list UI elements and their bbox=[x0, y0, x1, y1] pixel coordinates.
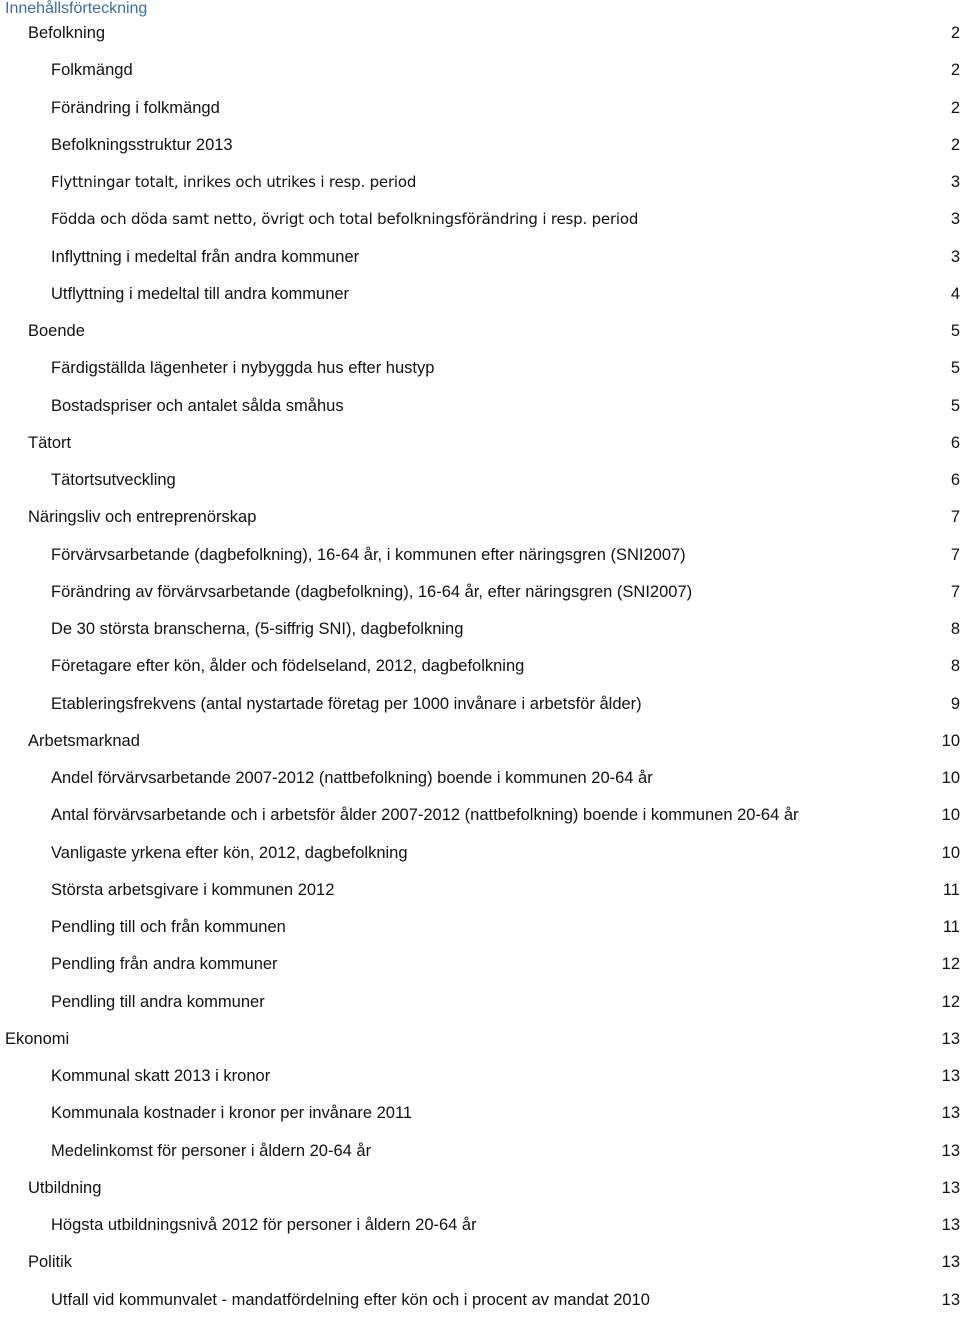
toc-entry-page-number: 10 bbox=[941, 769, 960, 787]
toc-entry-label[interactable]: Medelinkomst för personer i åldern 20-64 år bbox=[51, 1141, 372, 1160]
toc-entry-page-number: 13 bbox=[941, 1029, 960, 1048]
toc-section-entry[interactable] bbox=[0, 1169, 960, 1206]
toc-subentry[interactable] bbox=[0, 163, 960, 200]
toc-entry-page-number: 13 bbox=[941, 1067, 960, 1085]
toc-entry-label[interactable]: Förvärvsarbetande (dagbefolkning), 16-64 år, i kommunen efter näringsgren (SNI2007) bbox=[51, 545, 686, 564]
toc-entry-page-number: 13 bbox=[941, 1290, 960, 1309]
toc-subentry[interactable] bbox=[0, 238, 960, 275]
toc-entry-page-number: 5 bbox=[950, 396, 960, 415]
toc-entry-page-number: 5 bbox=[950, 322, 960, 340]
toc-subentry[interactable] bbox=[0, 945, 960, 982]
toc-entry-page-number: 5 bbox=[950, 359, 960, 378]
toc-entry-label[interactable]: Förändring i folkmängd bbox=[51, 98, 220, 117]
toc-entry-page-number: 4 bbox=[950, 284, 960, 303]
toc-entry-page-number: 10 bbox=[941, 731, 960, 750]
toc-subentry[interactable] bbox=[0, 200, 960, 237]
toc-entry-page-number: 2 bbox=[950, 98, 960, 117]
toc-entry-label[interactable]: Andel förvärvsarbetande 2007-2012 (nattbefolkning) boende i kommunen 20-64 år bbox=[51, 769, 653, 787]
toc-entry-page-number: 7 bbox=[950, 582, 960, 601]
toc-entry-page-number: 10 bbox=[941, 843, 960, 862]
toc-subentry[interactable] bbox=[0, 834, 960, 871]
toc-entry-page-number: 2 bbox=[950, 135, 960, 154]
toc-subentry[interactable] bbox=[0, 1057, 960, 1094]
toc-entry-label[interactable]: Utflyttning i medeltal till andra kommuner bbox=[51, 284, 350, 303]
toc-entry-page-number: 3 bbox=[950, 173, 960, 191]
toc-subentry[interactable] bbox=[0, 1132, 960, 1169]
toc-section-entry[interactable] bbox=[0, 312, 960, 349]
toc-subentry[interactable] bbox=[0, 871, 960, 908]
toc-entry-page-number: 13 bbox=[941, 1141, 960, 1160]
toc-subentry[interactable] bbox=[0, 536, 960, 573]
toc-entry-page-number: 13 bbox=[941, 1104, 960, 1123]
toc-entry-label[interactable]: Företagare efter kön, ålder och födelseland, 2012, dagbefolkning bbox=[51, 657, 525, 676]
toc-entry-label[interactable]: De 30 största branscherna, (5-siffrig SNI), dagbefolkning bbox=[51, 620, 464, 638]
toc-entry-page-number: 7 bbox=[950, 545, 960, 564]
toc-entry-label[interactable]: Tätortsutveckling bbox=[51, 471, 176, 489]
toc-entry-label[interactable]: Flyttningar totalt, inrikes och utrikes i resp. period bbox=[51, 173, 417, 191]
toc-entry-page-number: 8 bbox=[950, 620, 960, 638]
toc-subentry[interactable] bbox=[0, 610, 960, 647]
toc-entry-label[interactable]: Tätort bbox=[28, 433, 72, 452]
toc-subentry[interactable] bbox=[0, 573, 960, 610]
toc-entry-page-number: 7 bbox=[950, 508, 960, 527]
toc-subentry[interactable] bbox=[0, 796, 960, 833]
toc-entry-page-number: 2 bbox=[950, 24, 960, 42]
toc-entry-page-number: 10 bbox=[941, 806, 960, 825]
toc-section-entry[interactable] bbox=[0, 1020, 960, 1057]
toc-section-entry[interactable] bbox=[0, 1243, 960, 1280]
toc-entry-label[interactable]: Bostadspriser och antalet sålda småhus bbox=[51, 396, 344, 415]
toc-entry-label[interactable]: Pendling till andra kommuner bbox=[51, 992, 265, 1011]
toc-entry-label[interactable]: Arbetsmarknad bbox=[28, 731, 140, 750]
toc-entry-label[interactable]: Etableringsfrekvens (antal nystartade företag per 1000 invånare i arbetsför ålder) bbox=[51, 694, 642, 713]
toc-subentry[interactable] bbox=[0, 647, 960, 684]
toc-section-entry[interactable] bbox=[0, 498, 960, 535]
toc-entry-label[interactable]: Politik bbox=[28, 1253, 73, 1272]
toc-subentry[interactable] bbox=[0, 89, 960, 126]
toc-subentry[interactable] bbox=[0, 983, 960, 1020]
toc-entry-page-number: 13 bbox=[941, 1216, 960, 1234]
toc-entry-page-number: 12 bbox=[941, 992, 960, 1011]
toc-entry-page-number: 12 bbox=[941, 955, 960, 974]
toc-subentry[interactable] bbox=[0, 461, 960, 498]
toc-entry-page-number: 3 bbox=[950, 210, 960, 229]
toc-subentry[interactable] bbox=[0, 685, 960, 722]
toc-entry-label[interactable]: Ekonomi bbox=[5, 1029, 70, 1048]
toc-entry-label[interactable]: Inflyttning i medeltal från andra kommuner bbox=[51, 247, 360, 266]
toc-entry-label[interactable]: Pendling från andra kommuner bbox=[51, 955, 278, 974]
toc-entry-page-number: 9 bbox=[950, 694, 960, 713]
toc-entry-label[interactable]: Boende bbox=[28, 322, 85, 340]
toc-entry-label[interactable]: Antal förvärvsarbetande och i arbetsför ålder 2007-2012 (nattbefolkning) boende i kommunen 20-64 år bbox=[51, 806, 799, 825]
toc-entry-page-number: 8 bbox=[950, 657, 960, 676]
toc-entry-page-number: 6 bbox=[950, 433, 960, 452]
toc-subentry[interactable] bbox=[0, 275, 960, 312]
toc-entry-label[interactable]: Vanligaste yrkena efter kön, 2012, dagbefolkning bbox=[51, 843, 408, 862]
toc-entry-label[interactable]: Kommunala kostnader i kronor per invånare 2011 bbox=[51, 1104, 413, 1123]
toc-entry-label[interactable]: Födda och döda samt netto, övrigt och total befolkningsförändring i resp. period bbox=[51, 210, 639, 229]
toc-entry-page-number: 6 bbox=[950, 471, 960, 489]
toc-entry-label[interactable]: Högsta utbildningsnivå 2012 för personer i åldern 20-64 år bbox=[51, 1216, 477, 1234]
toc-entry-label[interactable]: Utfall vid kommunvalet - mandatfördelning efter kön och i procent av mandat 2010 bbox=[51, 1290, 650, 1309]
toc-entry-page-number: 11 bbox=[942, 918, 960, 936]
toc-section-entry[interactable] bbox=[0, 424, 960, 461]
toc-entry-label[interactable]: Folkmängd bbox=[51, 61, 133, 80]
toc-entry-label[interactable]: Kommunal skatt 2013 i kronor bbox=[51, 1067, 271, 1085]
toc-entry-label[interactable]: Näringsliv och entreprenörskap bbox=[28, 508, 257, 527]
toc-entry-label[interactable]: Största arbetsgivare i kommunen 2012 bbox=[51, 880, 335, 899]
toc-entry-label[interactable]: Pendling till och från kommunen bbox=[51, 918, 286, 936]
toc-subentry[interactable] bbox=[0, 1094, 960, 1131]
toc-entry-page-number: 2 bbox=[950, 61, 960, 80]
toc-entry-label[interactable]: Färdigställda lägenheter i nybyggda hus efter hustyp bbox=[51, 359, 435, 378]
toc-entry-page-number: 11 bbox=[942, 880, 960, 899]
toc-entry-page-number: 13 bbox=[941, 1178, 960, 1197]
toc-subentry[interactable] bbox=[0, 126, 960, 163]
toc-subentry[interactable] bbox=[0, 759, 960, 796]
toc-entry-label[interactable]: Befolkningsstruktur 2013 bbox=[51, 135, 233, 154]
toc-entry-label[interactable]: Förändring av förvärvsarbetande (dagbefolkning), 16-64 år, efter näringsgren (SNI2007) bbox=[51, 582, 693, 601]
toc-section-entry[interactable] bbox=[0, 14, 960, 51]
toc-entry-label[interactable]: Utbildning bbox=[28, 1178, 102, 1197]
toc-subentry[interactable] bbox=[0, 51, 960, 88]
toc-list bbox=[0, 14, 960, 1318]
toc-subentry[interactable] bbox=[0, 1281, 960, 1318]
toc-subentry[interactable] bbox=[0, 387, 960, 424]
toc-entry-page-number: 13 bbox=[941, 1253, 960, 1272]
toc-subentry[interactable] bbox=[0, 1206, 960, 1243]
toc-title: Innehållsförteckning bbox=[5, 0, 148, 17]
toc-entry-page-number: 3 bbox=[950, 247, 960, 266]
toc-subentry[interactable] bbox=[0, 349, 960, 386]
toc-subentry[interactable] bbox=[0, 908, 960, 945]
toc-entry-label[interactable]: Befolkning bbox=[28, 24, 106, 42]
toc-section-entry[interactable] bbox=[0, 722, 960, 759]
